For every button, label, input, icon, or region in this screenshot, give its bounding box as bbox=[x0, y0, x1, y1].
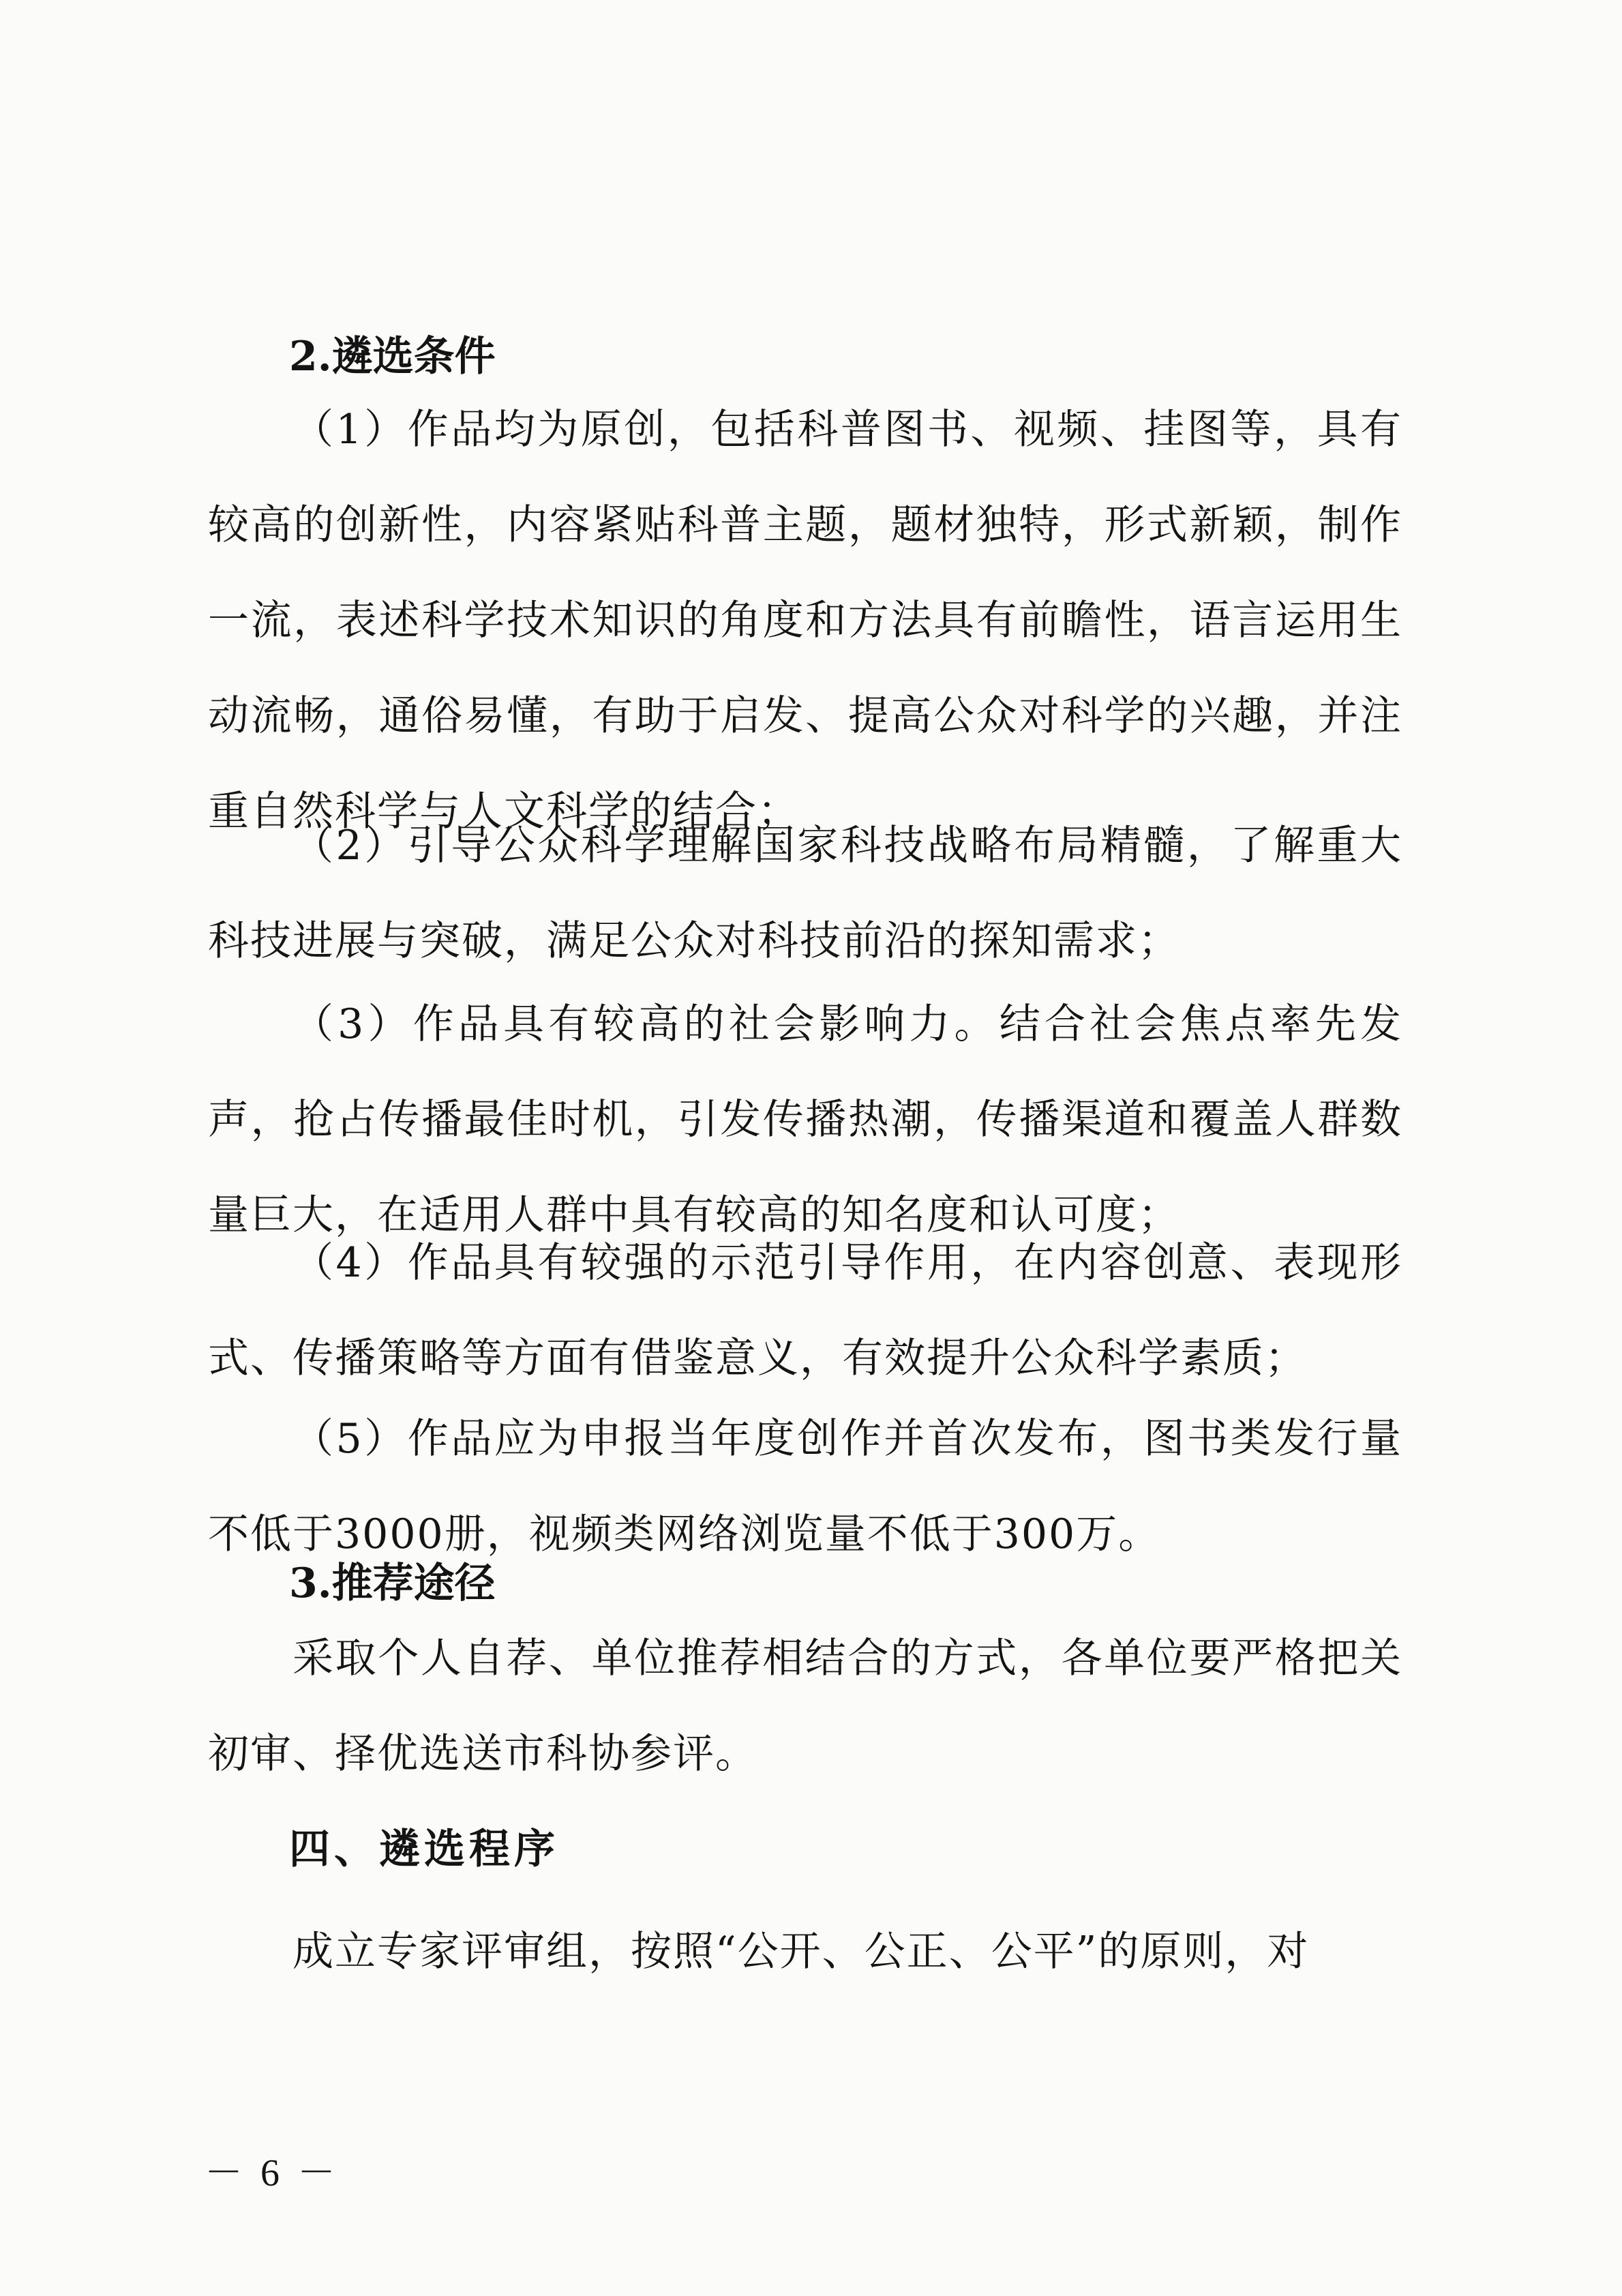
criteria-item-5: （5）作品应为申报当年度创作并首次发布，图书类发行量不低于3000册，视频类网络浏览量不低于300万。 bbox=[208, 1415, 1402, 1558]
criteria-item-3: （3）作品具有较高的社会影响力。结合社会焦点率先发声，抢占传播最佳时机，引发传播热潮，传播渠道和覆盖人群数量巨大，在适用人群中具有较高的知名度和认可度； bbox=[208, 1000, 1402, 1239]
heading-selection-procedure: 四、遴选程序 bbox=[289, 1825, 559, 1873]
criteria-item-4: （4）作品具有较强的示范引导作用，在内容创意、表现形式、传播策略等方面有借鉴意义，有效提升公众科学素质； bbox=[208, 1239, 1402, 1382]
criteria-item-1: （1）作品均为原创，包括科普图书、视频、挂图等，具有较高的创新性，内容紧贴科普主题，题材独特，形式新颖，制作一流，表述科学技术知识的角度和方法具有前瞻性，语言运用生动流畅，通俗易懂，有助于启发、提高公众对科学的兴趣，并注重自然科学与人文科学的结合； bbox=[208, 406, 1402, 835]
heading-recommendation-channel: 3.推荐途径 bbox=[289, 1560, 496, 1607]
procedure-paragraph: 成立专家评审组，按照“公开、公正、公平”的原则，对 bbox=[292, 1928, 1310, 1976]
page-number: － 6 － bbox=[205, 2152, 340, 2194]
heading-selection-criteria: 2.遴选条件 bbox=[289, 333, 496, 381]
criteria-item-2: （2）引导公众科学理解国家科技战略布局精髓，了解重大科技进展与突破，满足公众对科技前沿的探知需求； bbox=[208, 822, 1402, 965]
recommendation-paragraph: 采取个人自荐、单位推荐相结合的方式，各单位要严格把关初审、择优选送市科协参评。 bbox=[208, 1635, 1402, 1778]
